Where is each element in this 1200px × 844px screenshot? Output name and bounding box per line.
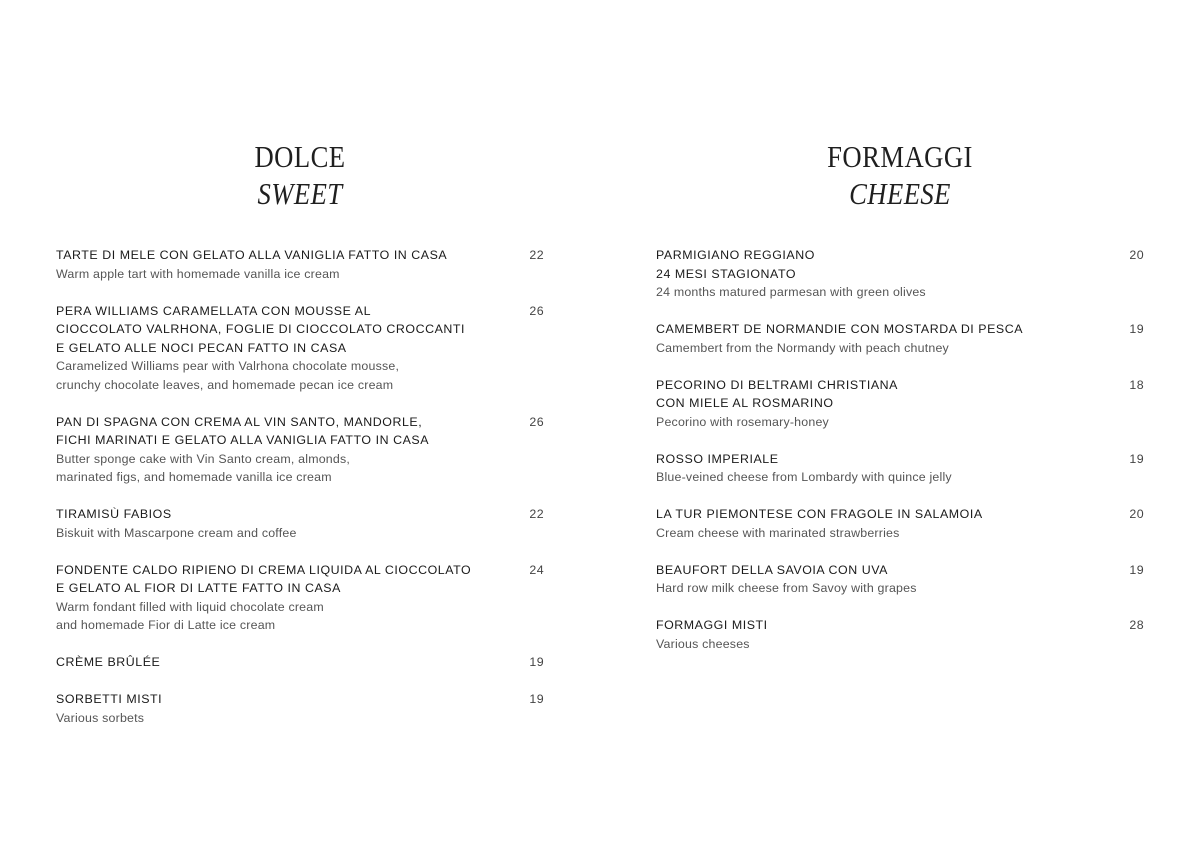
menu-item-price: 26: [529, 303, 544, 318]
menu-item-price: 18: [1129, 377, 1144, 392]
menu-item-price: 19: [1129, 451, 1144, 466]
menu-item-description: Various cheeses: [656, 636, 750, 651]
menu-item: [656, 450, 1144, 487]
menu-item: [656, 616, 1144, 653]
dolce-items-list: [56, 246, 544, 746]
menu-item-description: Hard row milk cheese from Savoy with grapes: [656, 581, 917, 595]
formaggi-heading: [656, 138, 1144, 212]
menu-item-name: BEAUFORT DELLA SAVOIA CON UVA: [656, 562, 888, 577]
menu-item: [56, 413, 544, 487]
menu-item-name: PARMIGIANO REGGIANO 24 MESI STAGIONATO: [656, 248, 815, 281]
menu-item: [656, 246, 1144, 302]
menu-item: [656, 376, 1144, 432]
formaggi-heading-english: CHEESE: [849, 175, 951, 211]
menu-item-name: PAN DI SPAGNA CON CREMA AL VIN SANTO, MANDORLE, FICHI MARINATI E GELATO ALLA VANIGLIA FATTO IN CASA: [56, 414, 430, 447]
menu-item: [656, 505, 1144, 542]
menu-item-description: Biskuit with Mascarpone cream and coffee: [56, 525, 297, 540]
menu-item-name: TIRAMISÙ FABIOS: [56, 507, 172, 521]
dolce-heading: [56, 138, 544, 212]
menu-item-price: 19: [1129, 562, 1144, 577]
menu-item: [656, 320, 1144, 357]
menu-item-name: CAMEMBERT DE NORMANDIE CON MOSTARDA DI PESCA: [656, 322, 1024, 336]
menu-item: [56, 505, 544, 542]
menu-item-price: 20: [1129, 507, 1144, 521]
menu-item-price: 20: [1129, 248, 1144, 262]
menu-item-description: Warm fondant filled with liquid chocolate cream and homemade Fior di Latte ice cream: [56, 599, 324, 632]
menu-item-description: Pecorino with rosemary-honey: [656, 414, 829, 429]
menu-item: [56, 246, 544, 283]
menu-item-price: 28: [1129, 618, 1144, 632]
menu-item-name: ROSSO IMPERIALE: [656, 451, 779, 466]
menu-item-price: 19: [1129, 322, 1144, 336]
menu-item-description: Cream cheese with marinated strawberries: [656, 525, 900, 540]
dolce-heading-italian: DOLCE: [254, 138, 346, 174]
menu-item-price: 24: [529, 562, 544, 577]
menu-item-price: 19: [529, 692, 544, 706]
menu-item-description: Warm apple tart with homemade vanilla ice cream: [56, 266, 340, 281]
menu-item-description: Blue-veined cheese from Lombardy with quince jelly: [656, 470, 952, 484]
menu-item-description: 24 months matured parmesan with green olives: [656, 285, 926, 299]
menu-item: [56, 690, 544, 727]
menu-item: [56, 561, 544, 635]
menu-item-price: 22: [529, 248, 544, 262]
formaggi-heading-italian: FORMAGGI: [827, 138, 973, 174]
menu-item-name: FONDENTE CALDO RIPIENO DI CREMA LIQUIDA AL CIOCCOLATO E GELATO AL FIOR DI LATTE FATTO IN CASA: [56, 562, 472, 595]
menu-item-description: Caramelized Williams pear with Valrhona chocolate mousse, crunchy chocolate leaves, and homemade pecan ice cream: [56, 359, 400, 392]
menu-item-name: PERA WILLIAMS CARAMELLATA CON MOUSSE AL CIOCCOLATO VALRHONA, FOGLIE DI CIOCCOLATO CROCCANTI E GELATO ALLE NOCI PECAN FATTO IN CASA: [56, 303, 465, 355]
menu-item-name: PECORINO DI BELTRAMI CHRISTIANA CON MIELE AL ROSMARINO: [656, 377, 898, 410]
menu-item-description: Various sorbets: [56, 710, 145, 725]
menu-item: [56, 653, 544, 672]
menu-item-description: Butter sponge cake with Vin Santo cream, almonds, marinated figs, and homemade vanilla ice cream: [56, 451, 351, 484]
menu-item: [56, 302, 544, 395]
menu-item-name: LA TUR PIEMONTESE CON FRAGOLE IN SALAMOIA: [656, 507, 983, 521]
menu-item-name: CRÈME BRÛLÉE: [56, 655, 161, 669]
menu-item-name: FORMAGGI MISTI: [656, 618, 768, 632]
menu-item-name: SORBETTI MISTI: [56, 692, 163, 706]
menu-item-price: 22: [529, 507, 544, 521]
formaggi-items-list: [656, 246, 1144, 672]
menu-item-description: Camembert from the Normandy with peach chutney: [656, 340, 949, 355]
dolce-heading-english: SWEET: [257, 175, 343, 211]
menu-item-price: 26: [529, 414, 544, 429]
menu-item-name: TARTE DI MELE CON GELATO ALLA VANIGLIA FATTO IN CASA: [56, 248, 448, 262]
menu-item-price: 19: [529, 655, 544, 669]
menu-item: [656, 561, 1144, 598]
